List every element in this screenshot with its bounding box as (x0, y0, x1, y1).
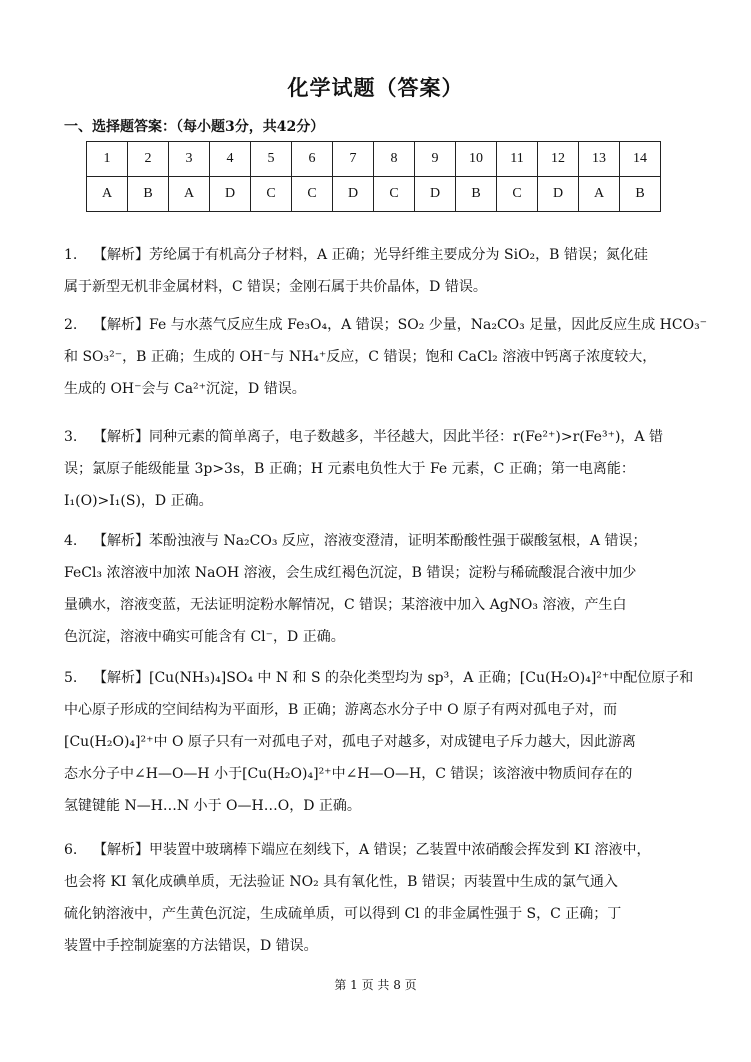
explanation-line: 误；氯原子能级能量 3p>3s，B 正确；H 元素电负性大于 Fe 元素，C 正确；第一电离能： (64, 461, 635, 477)
answer-table-number-cell: 5 (251, 142, 292, 177)
explanation-1 (64, 239, 694, 303)
explanation-4 (64, 525, 694, 653)
answer-table-number-cell: 10 (456, 142, 497, 177)
answer-table-number-cell: 13 (579, 142, 620, 177)
answer-table-answer-cell: C (292, 177, 333, 212)
answer-table-number-cell: 6 (292, 142, 333, 177)
answer-table-number-cell: 4 (210, 142, 251, 177)
answer-table-number-cell: 11 (497, 142, 538, 177)
explanation-3 (64, 421, 694, 517)
page-footer: 第 1 页 共 8 页 (334, 978, 417, 992)
answer-table-number-cell: 8 (374, 142, 415, 177)
explanation-line: 硫化钠溶液中，产生黄色沉淀，生成硫单质，可以得到 Cl 的非金属性强于 S，C 正确；丁 (64, 906, 622, 922)
answer-table (86, 141, 661, 212)
question-number: 6. (64, 842, 78, 858)
answer-table-answer-cell: D (333, 177, 374, 212)
answer-table-answer-cell: A (579, 177, 620, 212)
explanation-line: FeCl₃ 浓溶液中加浓 NaOH 溶液，会生成红褐色沉淀，B 错误；淀粉与稀硫酸混合液中加少 (64, 565, 637, 581)
answer-table-number-cell: 3 (169, 142, 210, 177)
answer-table-answer-cell: D (415, 177, 456, 212)
page-title: 化学试题（答案） (287, 76, 464, 100)
explanation-line: 【解析】Fe 与水蒸气反应生成 Fe₃O₄，A 错误；SO₂ 少量，Na₂CO₃ 足量，因此反应生成 HCO₃⁻ (93, 317, 708, 333)
explanation-line: [Cu(H₂O)₄]²⁺中 O 原子只有一对孤电子对，孤电子对越多，对成键电子斥力越大，因此游离 (64, 734, 636, 750)
question-number: 3. (64, 429, 78, 445)
question-number: 1. (64, 247, 78, 263)
answer-table-answer-cell: B (128, 177, 169, 212)
answer-table-answer-cell: A (87, 177, 128, 212)
answer-table-number-cell: 14 (620, 142, 661, 177)
answer-table-number-cell: 1 (87, 142, 128, 177)
answer-table-answer-cell: C (497, 177, 538, 212)
answer-table-answer-cell: C (251, 177, 292, 212)
answer-table-number-cell: 9 (415, 142, 456, 177)
answer-table-answer-cell: B (620, 177, 661, 212)
explanation-5 (64, 662, 694, 822)
explanation-line: 氢键键能 N—H…N 小于 O—H…O，D 正确。 (64, 798, 361, 814)
answer-table-number-cell: 12 (538, 142, 579, 177)
question-number: 2. (64, 317, 78, 333)
explanation-line: 【解析】同种元素的简单离子，电子数越多，半径越大，因此半径：r(Fe²⁺)>r(Fe³⁺)，A 错 (93, 429, 663, 445)
section-heading: 一、选择题答案：（每小题3分，共42分） (64, 119, 325, 135)
explanation-line: 也会将 KI 氧化成碘单质，无法验证 NO₂ 具有氧化性，B 错误；丙装置中生成的氯气通入 (64, 874, 618, 890)
answer-table-answer-cell: D (210, 177, 251, 212)
explanation-line: 生成的 OH⁻会与 Ca²⁺沉淀，D 错误。 (64, 381, 306, 397)
answer-table-answer-cell: B (456, 177, 497, 212)
explanation-2 (64, 309, 708, 405)
explanation-line: I₁(O)>I₁(S)，D 正确。 (64, 493, 213, 509)
explanation-line: 态水分子中∠H—O—H 小于[Cu(H₂O)₄]²⁺中∠H—O—H，C 错误；该溶液中物质间存在的 (64, 766, 633, 782)
answer-table-answer-cell: A (169, 177, 210, 212)
answer-table-answer-row (87, 177, 661, 212)
answer-table-answer-cell: D (538, 177, 579, 212)
answer-table-number-cell: 7 (333, 142, 374, 177)
explanation-line: 量碘水，溶液变蓝，无法证明淀粉水解情况，C 错误；某溶液中加入 AgNO₃ 溶液，产生白 (64, 597, 627, 613)
explanation-line: 色沉淀，溶液中确实可能含有 Cl⁻，D 正确。 (64, 629, 345, 645)
answer-table-number-cell: 2 (128, 142, 169, 177)
explanation-line: 和 SO₃²⁻，B 正确；生成的 OH⁻与 NH₄⁺反应，C 错误；饱和 CaCl₂ 溶液中钙离子浓度较大， (64, 349, 657, 365)
explanation-line: 中心原子形成的空间结构为平面形，B 正确；游离态水分子中 O 原子有两对孤电子对，而 (64, 702, 618, 718)
explanation-line: 【解析】芳纶属于有机高分子材料，A 正确；光导纤维主要成分为 SiO₂，B 错误；氮化硅 (93, 247, 648, 263)
question-number: 5. (64, 670, 78, 686)
question-number: 4. (64, 533, 78, 549)
answer-table-answer-cell: C (374, 177, 415, 212)
explanation-6 (64, 834, 694, 962)
explanation-line: 【解析】甲装置中玻璃棒下端应在刻线下，A 错误；乙装置中浓硝酸会挥发到 KI 溶液中， (93, 842, 651, 858)
explanation-line: 装置中手控制旋塞的方法错误，D 错误。 (64, 938, 318, 954)
explanation-line: 【解析】苯酚浊液与 Na₂CO₃ 反应，溶液变澄清，证明苯酚酸性强于碳酸氢根，A 错误； (93, 533, 647, 549)
explanation-line: 属于新型无机非金属材料，C 错误；金刚石属于共价晶体，D 错误。 (64, 279, 487, 295)
explanation-line: 【解析】[Cu(NH₃)₄]SO₄ 中 N 和 S 的杂化类型均为 sp³，A 正确；[Cu(H₂O)₄]²⁺中配位原子和 (93, 670, 694, 686)
answer-table-number-row (87, 142, 661, 177)
